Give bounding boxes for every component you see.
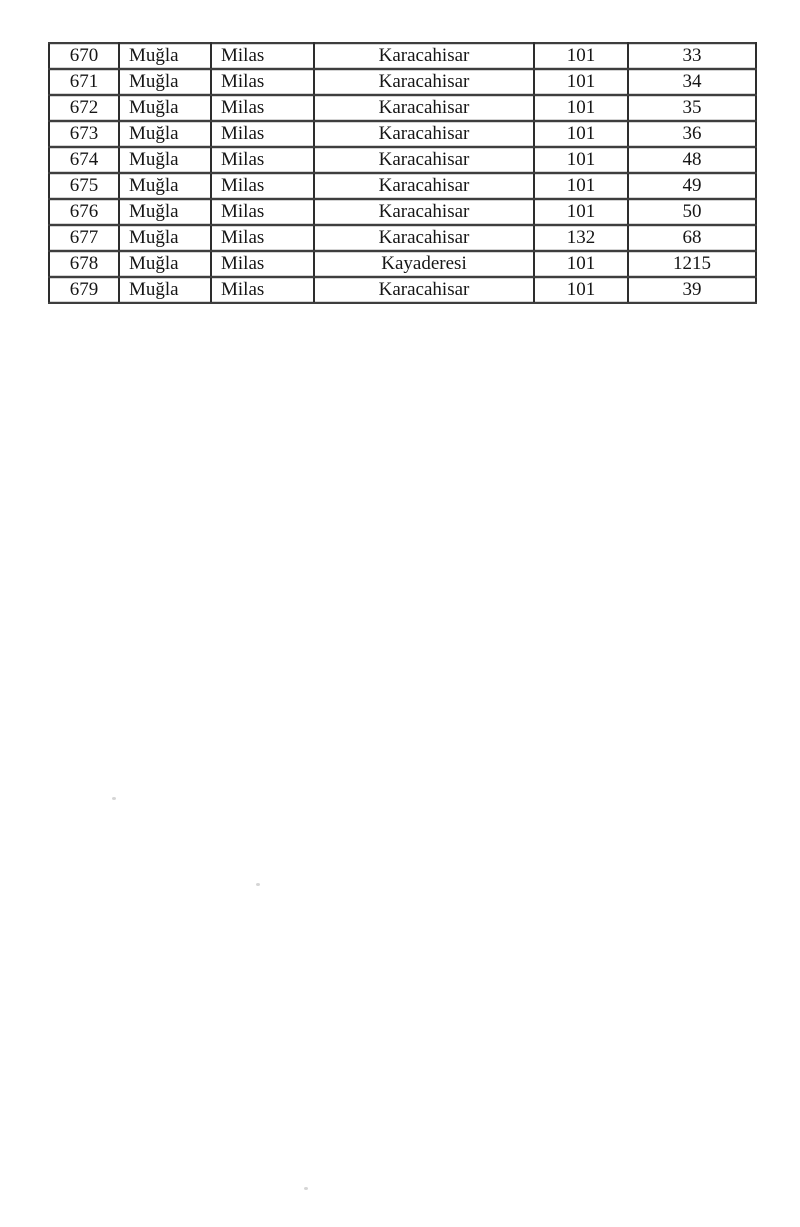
cell-parcel-number: 1215 (628, 251, 756, 277)
cell-block-number: 101 (534, 121, 628, 147)
table-row (49, 277, 756, 303)
cell-village: Karacahisar (314, 69, 534, 95)
records-table (48, 42, 757, 304)
cell-village: Karacahisar (314, 173, 534, 199)
cell-row-number: 674 (49, 147, 119, 173)
cell-village: Karacahisar (314, 199, 534, 225)
cell-parcel-number: 48 (628, 147, 756, 173)
table-row (49, 173, 756, 199)
cell-province: Muğla (119, 147, 211, 173)
cell-parcel-number: 49 (628, 173, 756, 199)
table-row (49, 199, 756, 225)
cell-parcel-number: 68 (628, 225, 756, 251)
cell-village: Karacahisar (314, 225, 534, 251)
cell-village: Karacahisar (314, 121, 534, 147)
cell-block-number: 101 (534, 147, 628, 173)
cell-district: Milas (211, 121, 314, 147)
cell-block-number: 101 (534, 69, 628, 95)
cell-row-number: 679 (49, 277, 119, 303)
table-row (49, 69, 756, 95)
cell-block-number: 101 (534, 43, 628, 69)
cell-province: Muğla (119, 173, 211, 199)
cell-row-number: 670 (49, 43, 119, 69)
table-row (49, 147, 756, 173)
table-row (49, 251, 756, 277)
cell-province: Muğla (119, 95, 211, 121)
cell-province: Muğla (119, 251, 211, 277)
cell-province: Muğla (119, 225, 211, 251)
cell-district: Milas (211, 147, 314, 173)
cell-row-number: 671 (49, 69, 119, 95)
cell-row-number: 675 (49, 173, 119, 199)
scan-speck (304, 1187, 308, 1190)
table-row (49, 43, 756, 69)
cell-parcel-number: 35 (628, 95, 756, 121)
cell-district: Milas (211, 69, 314, 95)
cell-province: Muğla (119, 43, 211, 69)
cell-block-number: 101 (534, 95, 628, 121)
cell-parcel-number: 33 (628, 43, 756, 69)
cell-district: Milas (211, 277, 314, 303)
cell-province: Muğla (119, 277, 211, 303)
table-row (49, 121, 756, 147)
cell-village: Karacahisar (314, 277, 534, 303)
cell-district: Milas (211, 43, 314, 69)
cell-district: Milas (211, 225, 314, 251)
cell-district: Milas (211, 199, 314, 225)
cell-row-number: 676 (49, 199, 119, 225)
cell-village: Karacahisar (314, 43, 534, 69)
cell-block-number: 132 (534, 225, 628, 251)
cell-row-number: 673 (49, 121, 119, 147)
cell-block-number: 101 (534, 173, 628, 199)
cell-block-number: 101 (534, 277, 628, 303)
cell-parcel-number: 39 (628, 277, 756, 303)
cell-row-number: 677 (49, 225, 119, 251)
cell-province: Muğla (119, 121, 211, 147)
records-table-body (49, 43, 756, 303)
table-row (49, 95, 756, 121)
cell-district: Milas (211, 251, 314, 277)
cell-block-number: 101 (534, 251, 628, 277)
cell-village: Karacahisar (314, 95, 534, 121)
table-row (49, 225, 756, 251)
cell-block-number: 101 (534, 199, 628, 225)
cell-parcel-number: 50 (628, 199, 756, 225)
cell-village: Karacahisar (314, 147, 534, 173)
scan-speck (256, 883, 260, 886)
cell-district: Milas (211, 95, 314, 121)
cell-district: Milas (211, 173, 314, 199)
scan-speck (112, 797, 116, 800)
cell-parcel-number: 36 (628, 121, 756, 147)
cell-village: Kayaderesi (314, 251, 534, 277)
cell-parcel-number: 34 (628, 69, 756, 95)
cell-province: Muğla (119, 199, 211, 225)
cell-row-number: 678 (49, 251, 119, 277)
cell-province: Muğla (119, 69, 211, 95)
cell-row-number: 672 (49, 95, 119, 121)
